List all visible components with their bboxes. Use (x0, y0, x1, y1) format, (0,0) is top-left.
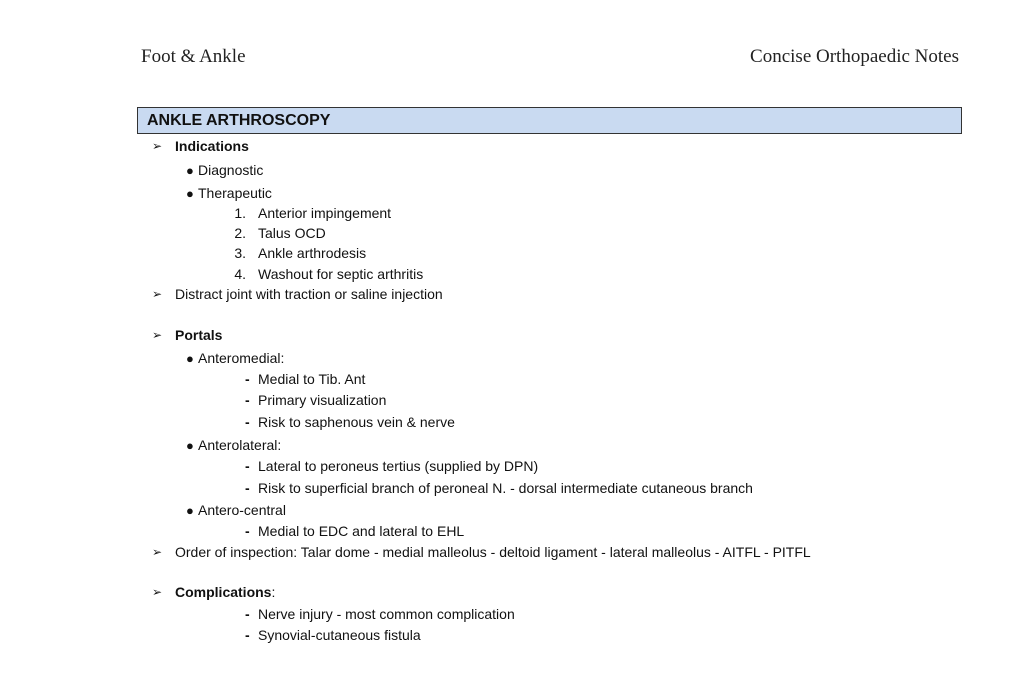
portal-anterocentral: Antero-central (198, 502, 286, 518)
list-item: Primary visualization (258, 392, 387, 408)
bullet-icon: ● (186, 163, 194, 178)
list-number: 2. (234, 225, 246, 241)
list-number: 3. (234, 245, 246, 261)
list-item: Medial to Tib. Ant (258, 371, 366, 387)
arrow-bullet-icon: ➢ (152, 139, 163, 153)
section-title-bar (137, 107, 962, 134)
indications-heading: Indications (175, 138, 249, 154)
dash-icon: - (245, 414, 250, 430)
portal-anterolateral: Anterolateral: (198, 437, 282, 453)
indication-therapeutic: Therapeutic (198, 185, 272, 201)
list-item: Risk to superficial branch of peroneal N. - dorsal intermediate cutaneous branch (258, 480, 753, 496)
indication-diagnostic: Diagnostic (198, 162, 264, 178)
list-item: Anterior impingement (258, 205, 392, 221)
bullet-icon: ● (186, 503, 194, 518)
dash-icon: - (245, 371, 250, 387)
list-item: Synovial-cutaneous fistula (258, 627, 421, 643)
bullet-icon: ● (186, 186, 194, 201)
bullet-icon: ● (186, 351, 194, 366)
section-title: ANKLE ARTHROSCOPY (147, 112, 331, 129)
dash-icon: - (245, 458, 250, 474)
portals-heading: Portals (175, 327, 223, 343)
list-item: Lateral to peroneus tertius (supplied by DPN) (258, 458, 539, 474)
distract-note: Distract joint with traction or saline injection (175, 286, 443, 302)
list-item: Ankle arthrodesis (258, 245, 367, 261)
dash-icon: - (245, 523, 250, 539)
complications-heading: Complications: (175, 584, 276, 600)
header-section-label: Foot & Ankle (141, 46, 246, 67)
list-item: Medial to EDC and lateral to EHL (258, 523, 465, 539)
list-item: Nerve injury - most common complication (258, 606, 515, 622)
bullet-icon: ● (186, 438, 194, 453)
list-number: 4. (234, 266, 246, 282)
list-item: Risk to saphenous vein & nerve (258, 414, 455, 430)
dash-icon: - (245, 392, 250, 408)
dash-icon: - (245, 606, 250, 622)
list-item: Talus OCD (258, 225, 326, 241)
arrow-bullet-icon: ➢ (152, 328, 163, 342)
arrow-bullet-icon: ➢ (152, 585, 163, 599)
arrow-bullet-icon: ➢ (152, 287, 163, 301)
inspection-order: Order of inspection: Talar dome - medial malleolus - deltoid ligament - lateral malleolus - AITFL - PITFL (175, 544, 811, 560)
arrow-bullet-icon: ➢ (152, 545, 163, 559)
list-item: Washout for septic arthritis (258, 266, 424, 282)
dash-icon: - (245, 627, 250, 643)
portal-anteromedial: Anteromedial: (198, 350, 285, 366)
dash-icon: - (245, 480, 250, 496)
list-number: 1. (234, 205, 246, 221)
header-book-title: Concise Orthopaedic Notes (750, 46, 959, 67)
